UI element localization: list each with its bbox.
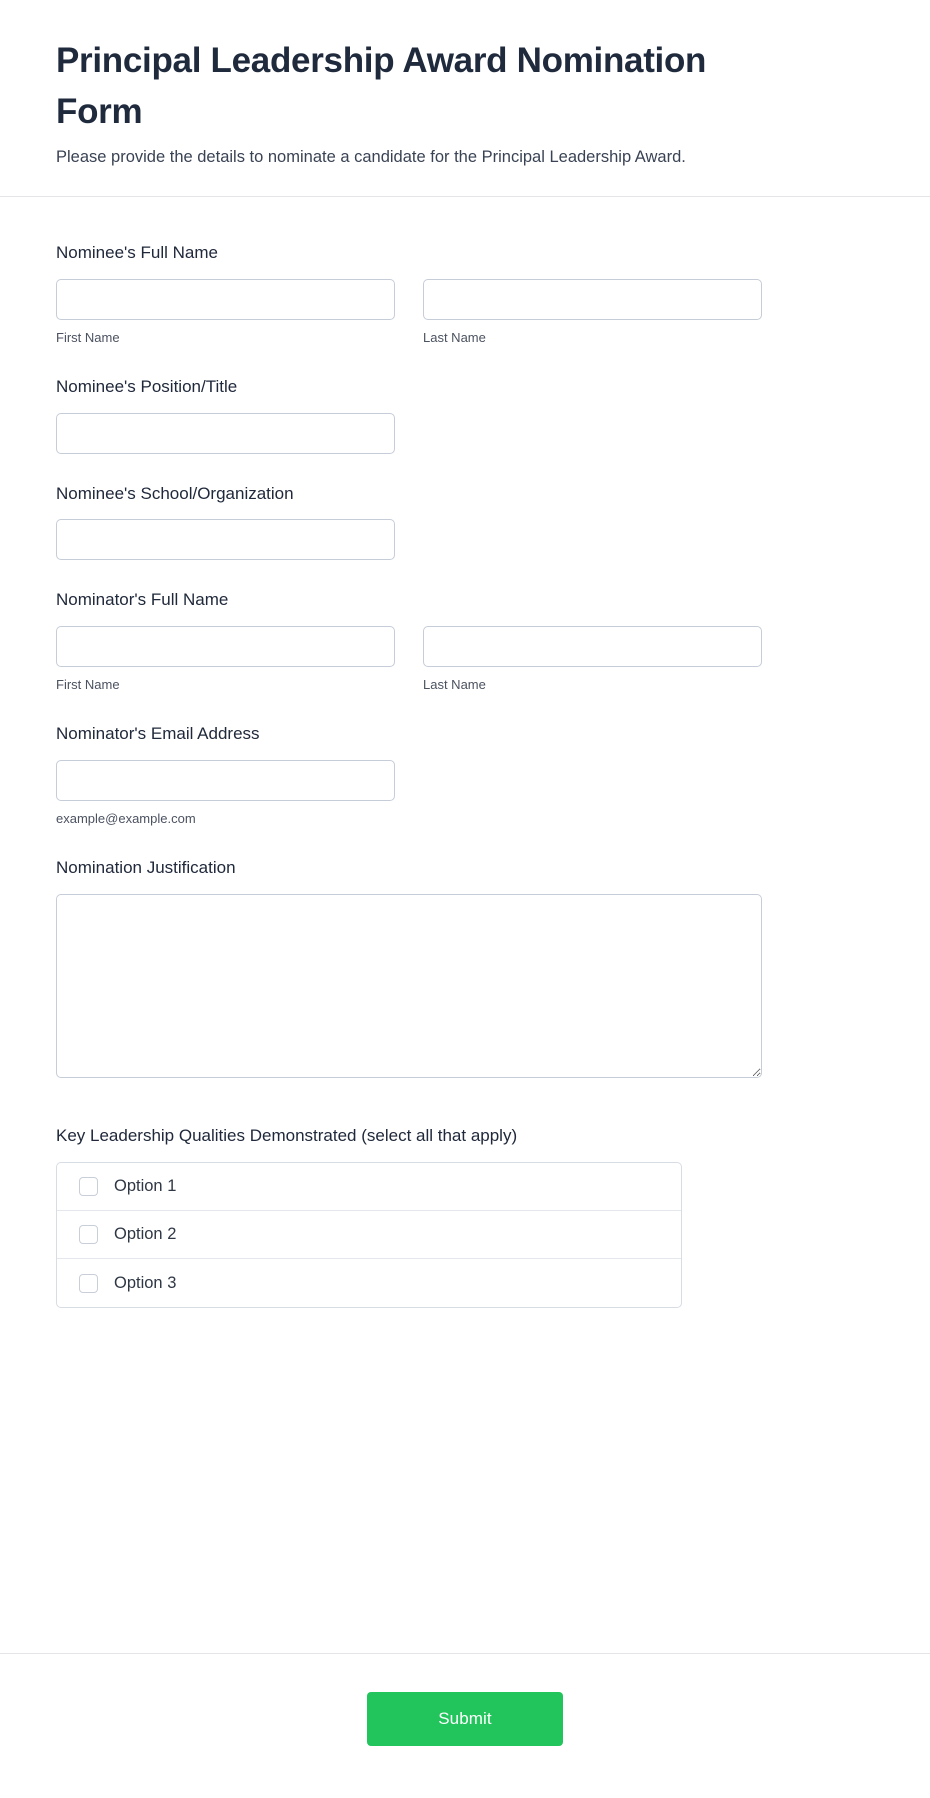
page-title: Principal Leadership Award Nomination Form <box>56 41 707 131</box>
field-label-nominee-school: Nominee's School/Organization <box>56 483 294 503</box>
checkbox-row[interactable] <box>57 1259 681 1307</box>
nominee-first-name-sublabel: First Name <box>56 329 120 345</box>
checkbox-label: Option 3 <box>114 1273 177 1292</box>
nomination-justification-textarea[interactable] <box>56 894 762 1078</box>
nominator-email-sublabel: example@example.com <box>56 811 196 827</box>
nominee-school-input[interactable] <box>56 519 395 560</box>
checkbox-icon[interactable] <box>79 1274 98 1293</box>
field-label-nominee-full-name: Nominee's Full Name <box>56 242 218 262</box>
nominee-first-name-input[interactable] <box>56 279 395 320</box>
checkbox-icon[interactable] <box>79 1225 98 1244</box>
field-nominee-school <box>56 482 874 561</box>
submit-button[interactable]: Submit <box>367 1692 563 1746</box>
nominee-position-input[interactable] <box>56 413 395 454</box>
nominator-last-name-col <box>423 626 762 694</box>
checkbox-group <box>56 1162 682 1308</box>
form-header <box>0 0 930 196</box>
field-label-nominator-email: Nominator's Email Address <box>56 724 260 744</box>
field-label-nomination-justification: Nomination Justification <box>56 858 236 878</box>
form-subtitle: Please provide the details to nominate a candidate for the Principal Leadership Award. <box>56 147 686 166</box>
nominee-last-name-input[interactable] <box>423 279 762 320</box>
field-key-leadership-qualities <box>56 1124 874 1308</box>
nominator-name-input-row <box>56 626 874 694</box>
nominator-email-input[interactable] <box>56 760 395 801</box>
nominee-last-name-col <box>423 279 762 347</box>
nominator-last-name-input[interactable] <box>423 626 762 667</box>
name-input-row <box>56 279 874 347</box>
nominator-first-name-col <box>56 626 395 694</box>
field-label-nominee-position: Nominee's Position/Title <box>56 376 238 396</box>
checkbox-icon[interactable] <box>79 1177 98 1196</box>
nominator-last-name-sublabel: Last Name <box>423 677 486 693</box>
field-nominee-position <box>56 375 874 454</box>
checkbox-label: Option 2 <box>114 1225 177 1244</box>
checkbox-row[interactable] <box>57 1211 681 1259</box>
form-footer <box>0 1654 930 1798</box>
nominee-first-name-col <box>56 279 395 347</box>
checkbox-label: Option 1 <box>114 1177 177 1196</box>
field-label-nominator-full-name: Nominator's Full Name <box>56 590 229 610</box>
nominee-last-name-sublabel: Last Name <box>423 329 486 345</box>
form-body <box>0 197 930 1653</box>
field-nominator-full-name <box>56 588 874 694</box>
field-nominee-full-name <box>56 241 874 347</box>
field-label-key-leadership-qualities: Key Leadership Qualities Demonstrated (select all that apply) <box>56 1126 518 1146</box>
nominator-first-name-sublabel: First Name <box>56 677 120 693</box>
field-nomination-justification <box>56 856 874 1078</box>
checkbox-row[interactable] <box>57 1163 681 1211</box>
nominator-first-name-input[interactable] <box>56 626 395 667</box>
field-nominator-email <box>56 722 874 828</box>
